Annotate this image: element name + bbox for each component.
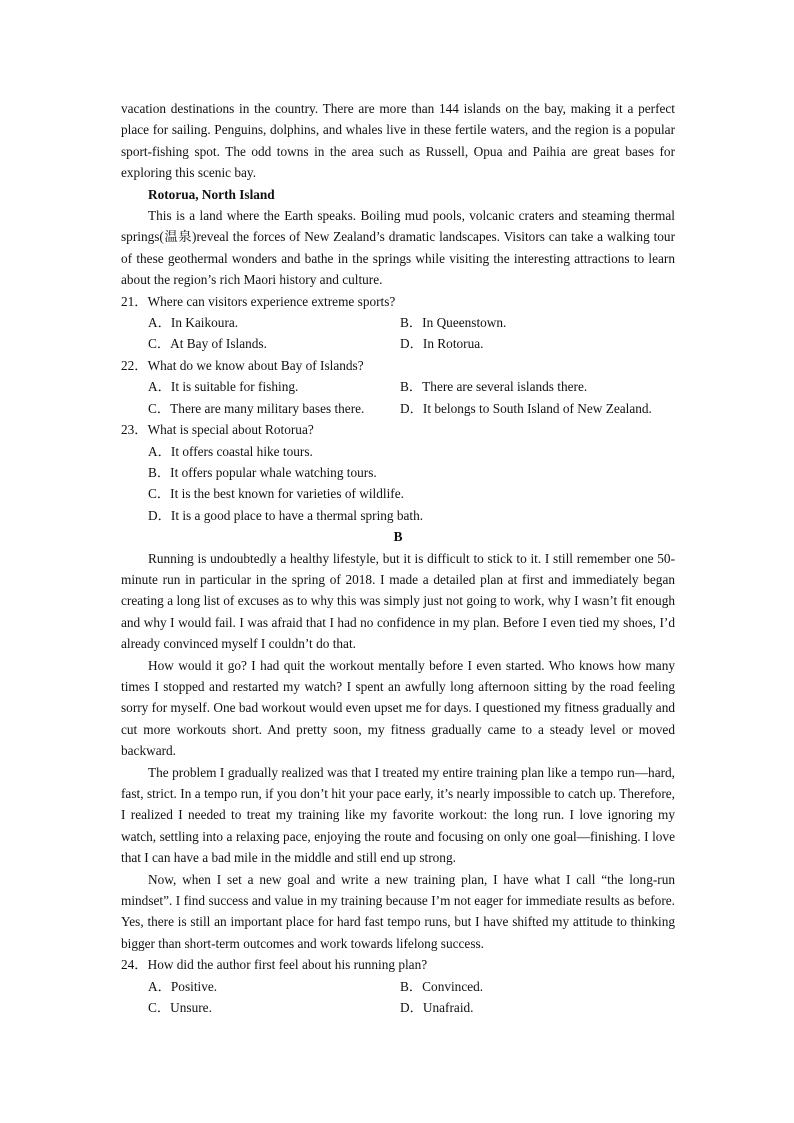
question-number: 24．	[121, 957, 148, 973]
option-a[interactable]: A．In Kaikoura.	[148, 315, 239, 331]
question-text: How did the author first feel about his running plan?	[147, 957, 428, 973]
option-c[interactable]: C．Unsure.	[148, 1000, 212, 1016]
question-24	[121, 954, 675, 1018]
option-c[interactable]: C．It is the best known for varieties of wildlife.	[148, 486, 404, 502]
passage-paragraph: Now, when I set a new goal and write a new training plan, I have what I call “the long-run mindset”. I find success and value in my training because I’m not eager for immediate results as before. Yes, there is still an important place for hard fast tempo runs, but I have shifted my attitude to thinking bigger than short-term outcomes and work towards lifelong success.	[121, 871, 675, 951]
option-c[interactable]: C．There are many military bases there.	[148, 400, 365, 416]
question-stem	[121, 291, 675, 312]
option-d[interactable]: D．It is a good place to have a thermal spring bath.	[148, 507, 424, 523]
section-heading-rotorua: Rotorua, North Island	[148, 186, 275, 202]
question-stem	[121, 419, 675, 440]
passage-paragraph: How would it go? I had quit the workout mentally before I even started. Who knows how many times I stopped and restarted my watch? I spent an awfully long afternoon sitting by the road feeling sorry for myself. One bad workout would even upset me for days. I questioned my fitness gradually and cut more workouts short. And pretty soon, my fitness gradually came to a steady level or moved backward.	[121, 657, 675, 759]
options-row	[121, 997, 675, 1018]
option-a[interactable]: A．It offers coastal hike tours.	[148, 443, 313, 459]
passage-paragraph: The problem I gradually realized was that I treated my entire training plan like a tempo run—hard, fast, strict. In a tempo run, if you don’t hit your pace early, it’s nearly impossible to catch up. Therefore, I realized I needed to treat my training like my favorite workout: the long run. I love ignoring my watch, settling into a relaxing pace, enjoying the route and focusing on only one goal—finishing. I love that I can have a bad mile in the middle and still end up strong.	[121, 764, 675, 866]
question-number: 22．	[121, 357, 148, 373]
options-row	[121, 312, 675, 333]
options-row	[121, 333, 675, 354]
exam-page	[121, 98, 675, 1018]
option-b[interactable]: B．There are several islands there.	[400, 379, 588, 395]
question-text: What is special about Rotorua?	[147, 422, 314, 438]
question-21	[121, 291, 675, 355]
option-b[interactable]: B．In Queenstown.	[400, 315, 507, 331]
passage-paragraph: Running is undoubtedly a healthy lifestyle, but it is difficult to stick to it. I still remember one 50-minute run in particular in the spring of 2018. I made a detailed plan at first and immediately began creating a long list of excuses as to why this was simply just not going to work, why I wasn’t fit enough and why I would fail. I was afraid that I had no confidence in my plan. Before I even tied my shoes, I’d already convinced myself I couldn’t do that.	[121, 550, 675, 652]
options-row	[121, 376, 675, 397]
option-b[interactable]: B．Convinced.	[400, 978, 484, 994]
section-letter-b: B	[393, 529, 403, 545]
option-a[interactable]: A．Positive.	[148, 978, 218, 994]
options-row	[121, 398, 675, 419]
question-text: What do we know about Bay of Islands?	[147, 357, 364, 373]
question-23	[121, 419, 675, 526]
question-number: 21．	[121, 293, 148, 309]
option-d[interactable]: D．Unafraid.	[400, 1000, 474, 1016]
option-c[interactable]: C．At Bay of Islands.	[148, 336, 267, 352]
option-a[interactable]: A．It is suitable for fishing.	[148, 379, 299, 395]
passage-paragraph-rotorua: This is a land where the Earth speaks. Boiling mud pools, volcanic craters and steaming thermal springs(温泉)reveal the forces of New Zealand’s dramatic landscapes. Visitors can take a walking tour of these geothermal wonders and bathe in the springs while visiting the interesting attractions to learn about the region’s rich Maori history and culture.	[121, 208, 675, 288]
option-b[interactable]: B．It offers popular whale watching tours.	[148, 464, 377, 480]
option-d[interactable]: D．In Rotorua.	[400, 336, 484, 352]
question-stem	[121, 355, 675, 376]
passage-paragraph-bay-of-islands: vacation destinations in the country. There are more than 144 islands on the bay, making it a perfect place for sailing. Penguins, dolphins, and whales live in these fertile waters, and the region is a popular sport-fishing spot. The odd towns in the area such as Russell, Opua and Paihia are great bases for exploring this scenic bay.	[121, 101, 675, 181]
options-row	[121, 976, 675, 997]
question-text: Where can visitors experience extreme sports?	[147, 293, 396, 309]
option-d[interactable]: D．It belongs to South Island of New Zealand.	[400, 400, 652, 416]
question-22	[121, 355, 675, 419]
question-stem	[121, 954, 675, 975]
question-number: 23．	[121, 422, 148, 438]
